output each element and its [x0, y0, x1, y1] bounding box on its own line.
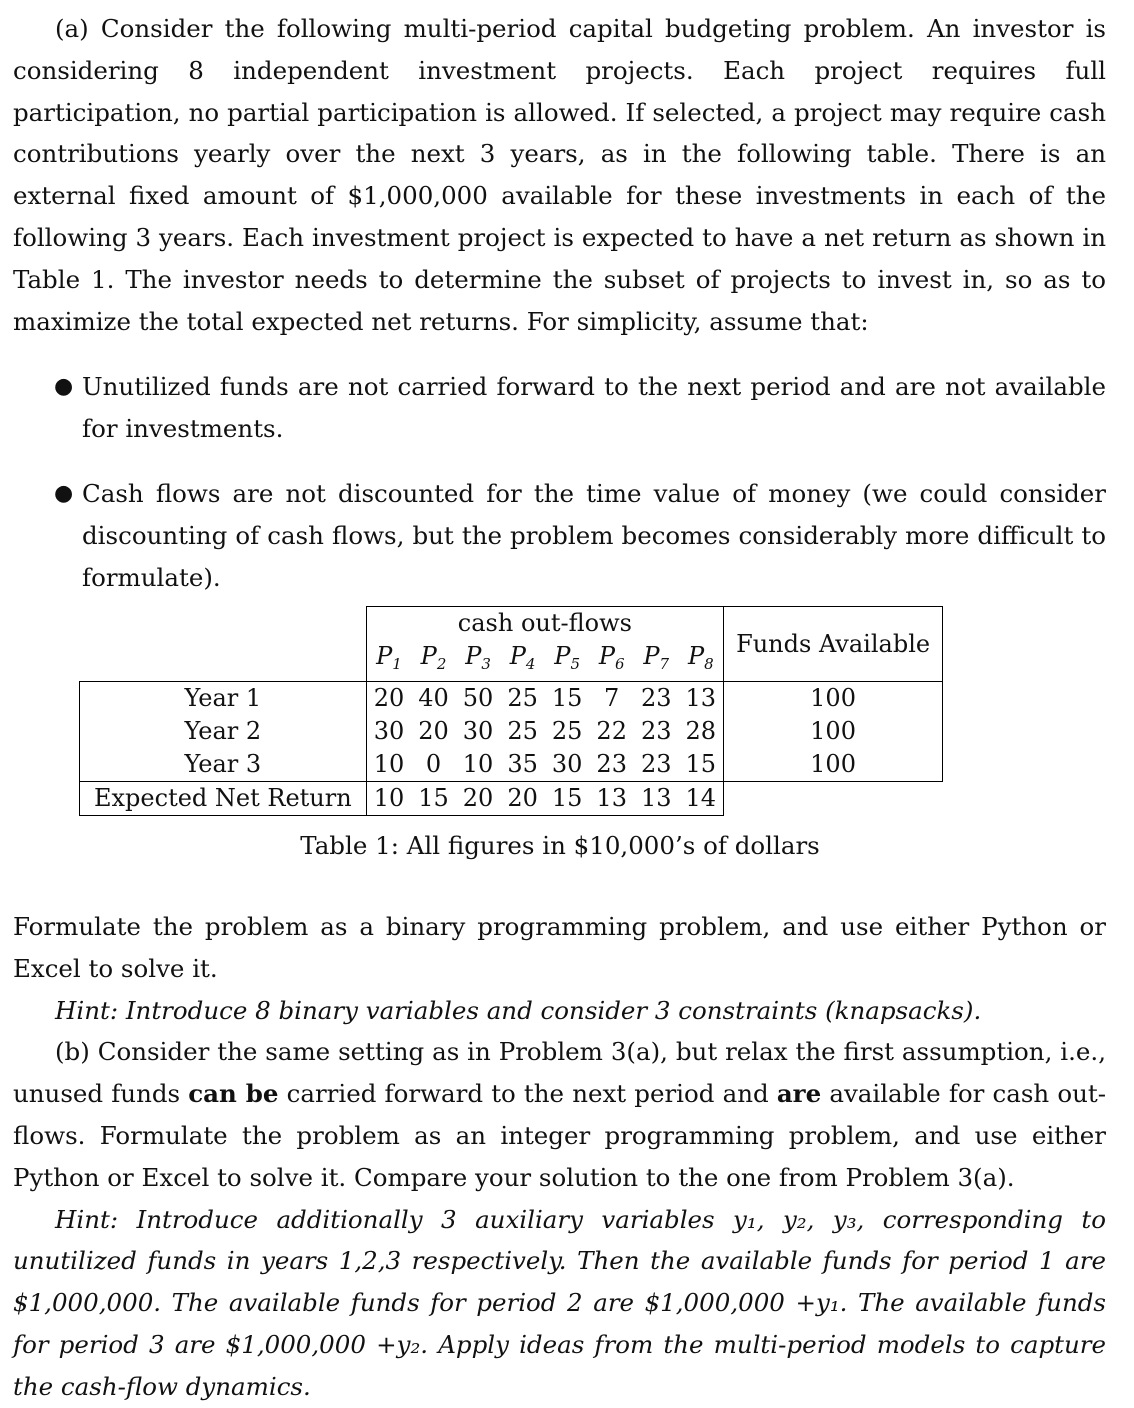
project-header: $P_7$ — [643, 642, 670, 673]
row-label: Year 1 — [80, 682, 367, 716]
part-a-formulate — [13, 906, 1106, 1408]
table-caption: Table 1: All figures in $10,000’s of dollars — [300, 831, 820, 860]
table-row-return: Expected Net Return 10 15 20 20 15 13 13 14 — [80, 782, 943, 816]
project-header: $P_1$ — [366, 640, 411, 682]
cash-outflows-header: cash out-flows — [366, 607, 723, 641]
funds-cell: 100 — [724, 682, 943, 716]
row-label: Year 3 — [80, 748, 367, 782]
funds-cell: 100 — [724, 715, 943, 748]
project-header: $P_3$ — [465, 642, 491, 673]
bullet-text-1: Unutilized funds are not carried forward to the next period and are not available for investments. — [82, 372, 1106, 443]
part-a-hint: Hint: Introduce 8 binary variables and consider 3 constraints (knapsacks). — [55, 995, 982, 1025]
bullet-item-2 — [54, 473, 1106, 598]
part-b-hint: Hint: Introduce additionally 3 auxiliary variables y₁, y₂, y₃, corresponding to unutilized funds in years 1,2,3 respectively. Then the available funds for period 1 are $1,000,000. The available funds for period 2 are $1,000,000 +y₁. The available funds for period 3 are $1,000,000 +y₂. Apply ideas from the multi-period models to capture the cash-flow dynamics. — [13, 1204, 1106, 1401]
project-header: $P_4$ — [509, 642, 536, 673]
table-row: Year 3 10 0 10 35 30 23 23 15 100 — [80, 748, 943, 782]
bullet-icon: ● — [54, 374, 74, 399]
table-row: Year 2 30 20 30 25 25 22 23 28 100 — [80, 715, 943, 748]
table-row: Year 1 20 40 50 25 15 7 23 13 100 — [80, 682, 943, 716]
row-label: Year 2 — [80, 715, 367, 748]
bullet-item-1 — [54, 366, 1106, 450]
project-header: $P_6$ — [598, 642, 625, 673]
part-a-intro — [13, 8, 1106, 342]
part-a-formulate-text: Formulate the problem as a binary programming problem, and use either Python or Excel to solve it. — [13, 912, 1106, 983]
cash-flow-table — [79, 606, 943, 816]
part-a-intro-text: (a) Consider the following multi-period capital budgeting problem. An investor is considering 8 independent investment projects. Each project requires full participation, no partial participation is allowed. If selected, a project may require cash contributions yearly over the next 3 years, as in the following table. There is an external fixed amount of $1,000,000 available for these investments in each of the following 3 years. Each investment project is expected to have a net return as shown in Table 1. The investor needs to determine the subset of projects to invest in, so as to maximize the total expected net returns. For simplicity, assume that: — [13, 14, 1106, 336]
funds-cell: 100 — [724, 748, 943, 782]
row-label: Expected Net Return — [80, 782, 367, 816]
bullet-icon: ● — [54, 481, 74, 506]
bullet-text-2: Cash flows are not discounted for the time value of money (we could consider discounting of cash flows, but the problem becomes considerably more difficult to formulate). — [82, 479, 1106, 592]
project-header: $P_5$ — [554, 642, 580, 673]
project-header: $P_2$ — [420, 642, 447, 673]
project-header: $P_8$ — [687, 642, 714, 673]
part-b-text: (b) Consider the same setting as in Problem 3(a), but relax the first assumption, i.e., unused funds can be carried forward to the next period and are available for cash out-flows. Formulate the problem as an integer programming problem, and use either Python or Excel to solve it. Compare your solution to the one from Problem 3(a). — [13, 1037, 1106, 1192]
funds-available-header: Funds Available — [724, 607, 943, 682]
